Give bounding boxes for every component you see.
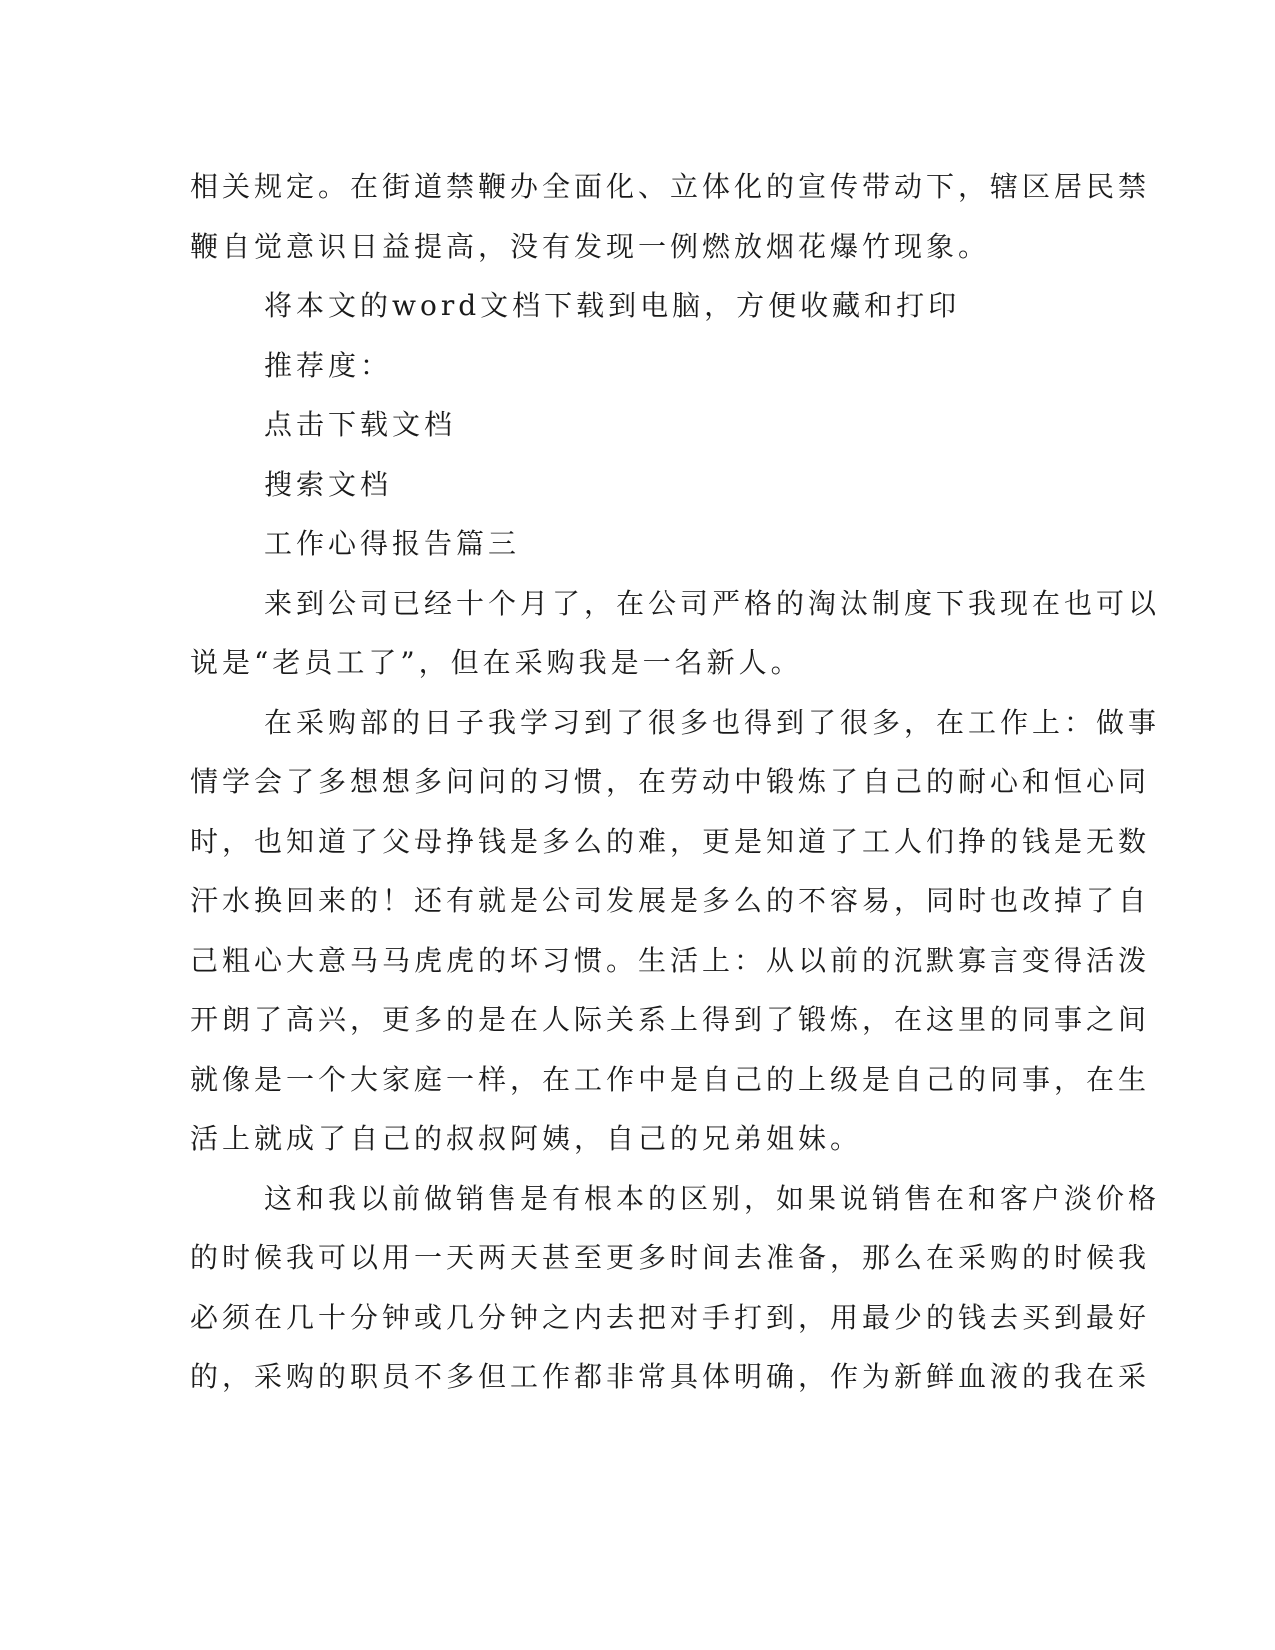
download-prompt: 将本文的word文档下载到电脑，方便收藏和打印 — [264, 289, 961, 322]
text-line: 就像是一个大家庭一样，在工作中是自己的上级是自己的同事，在生 — [190, 1062, 1151, 1096]
text-line: 来到公司已经十个月了，在公司严格的淘汰制度下我现在也可以 — [264, 586, 1161, 620]
text-line: 情学会了多想想多问问的习惯，在劳动中锻炼了自己的耐心和恒心同 — [190, 765, 1151, 798]
text-line: 己粗心大意马马虎虎的坏习惯。生活上：从以前的沉默寡言变得活泼 — [190, 943, 1151, 977]
text-line: 必须在几十分钟或几分钟之内去把对手打到，用最少的钱去买到最好 — [190, 1300, 1151, 1334]
text-line: 活上就成了自己的叔叔阿姨，自己的兄弟姐妹。 — [190, 1122, 863, 1155]
text-line: 时，也知道了父母挣钱是多么的难，更是知道了工人们挣的钱是无数 — [190, 824, 1151, 858]
text-line: 鞭自觉意识日益提高，没有发现一例燃放烟花爆竹现象。 — [190, 229, 991, 263]
search-document-link[interactable]: 搜索文档 — [264, 467, 393, 501]
text-line: 在采购部的日子我学习到了很多也得到了很多，在工作上：做事 — [264, 705, 1161, 739]
text-line: 汗水换回来的！还有就是公司发展是多么的不容易，同时也改掉了自 — [190, 884, 1151, 917]
document-body — [190, 157, 1161, 1407]
text-line: 的时候我可以用一天两天甚至更多时间去准备，那么在采购的时候我 — [190, 1241, 1151, 1274]
text-line: 相关规定。在街道禁鞭办全面化、立体化的宣传带动下，辖区居民禁 — [190, 170, 1151, 203]
download-document-link[interactable]: 点击下载文档 — [264, 408, 457, 441]
section-heading: 工作心得报告篇三 — [264, 527, 521, 560]
text-line: 开朗了高兴，更多的是在人际关系上得到了锻炼，在这里的同事之间 — [190, 1003, 1151, 1036]
recommendation-label: 推荐度： — [264, 348, 393, 382]
text-line: 说是“老员工了”，但在采购我是一名新人。 — [190, 646, 803, 679]
text-line: 这和我以前做销售是有根本的区别，如果说销售在和客户淡价格 — [264, 1181, 1161, 1215]
text-line: 的，采购的职员不多但工作都非常具体明确，作为新鲜血液的我在采 — [190, 1360, 1151, 1393]
